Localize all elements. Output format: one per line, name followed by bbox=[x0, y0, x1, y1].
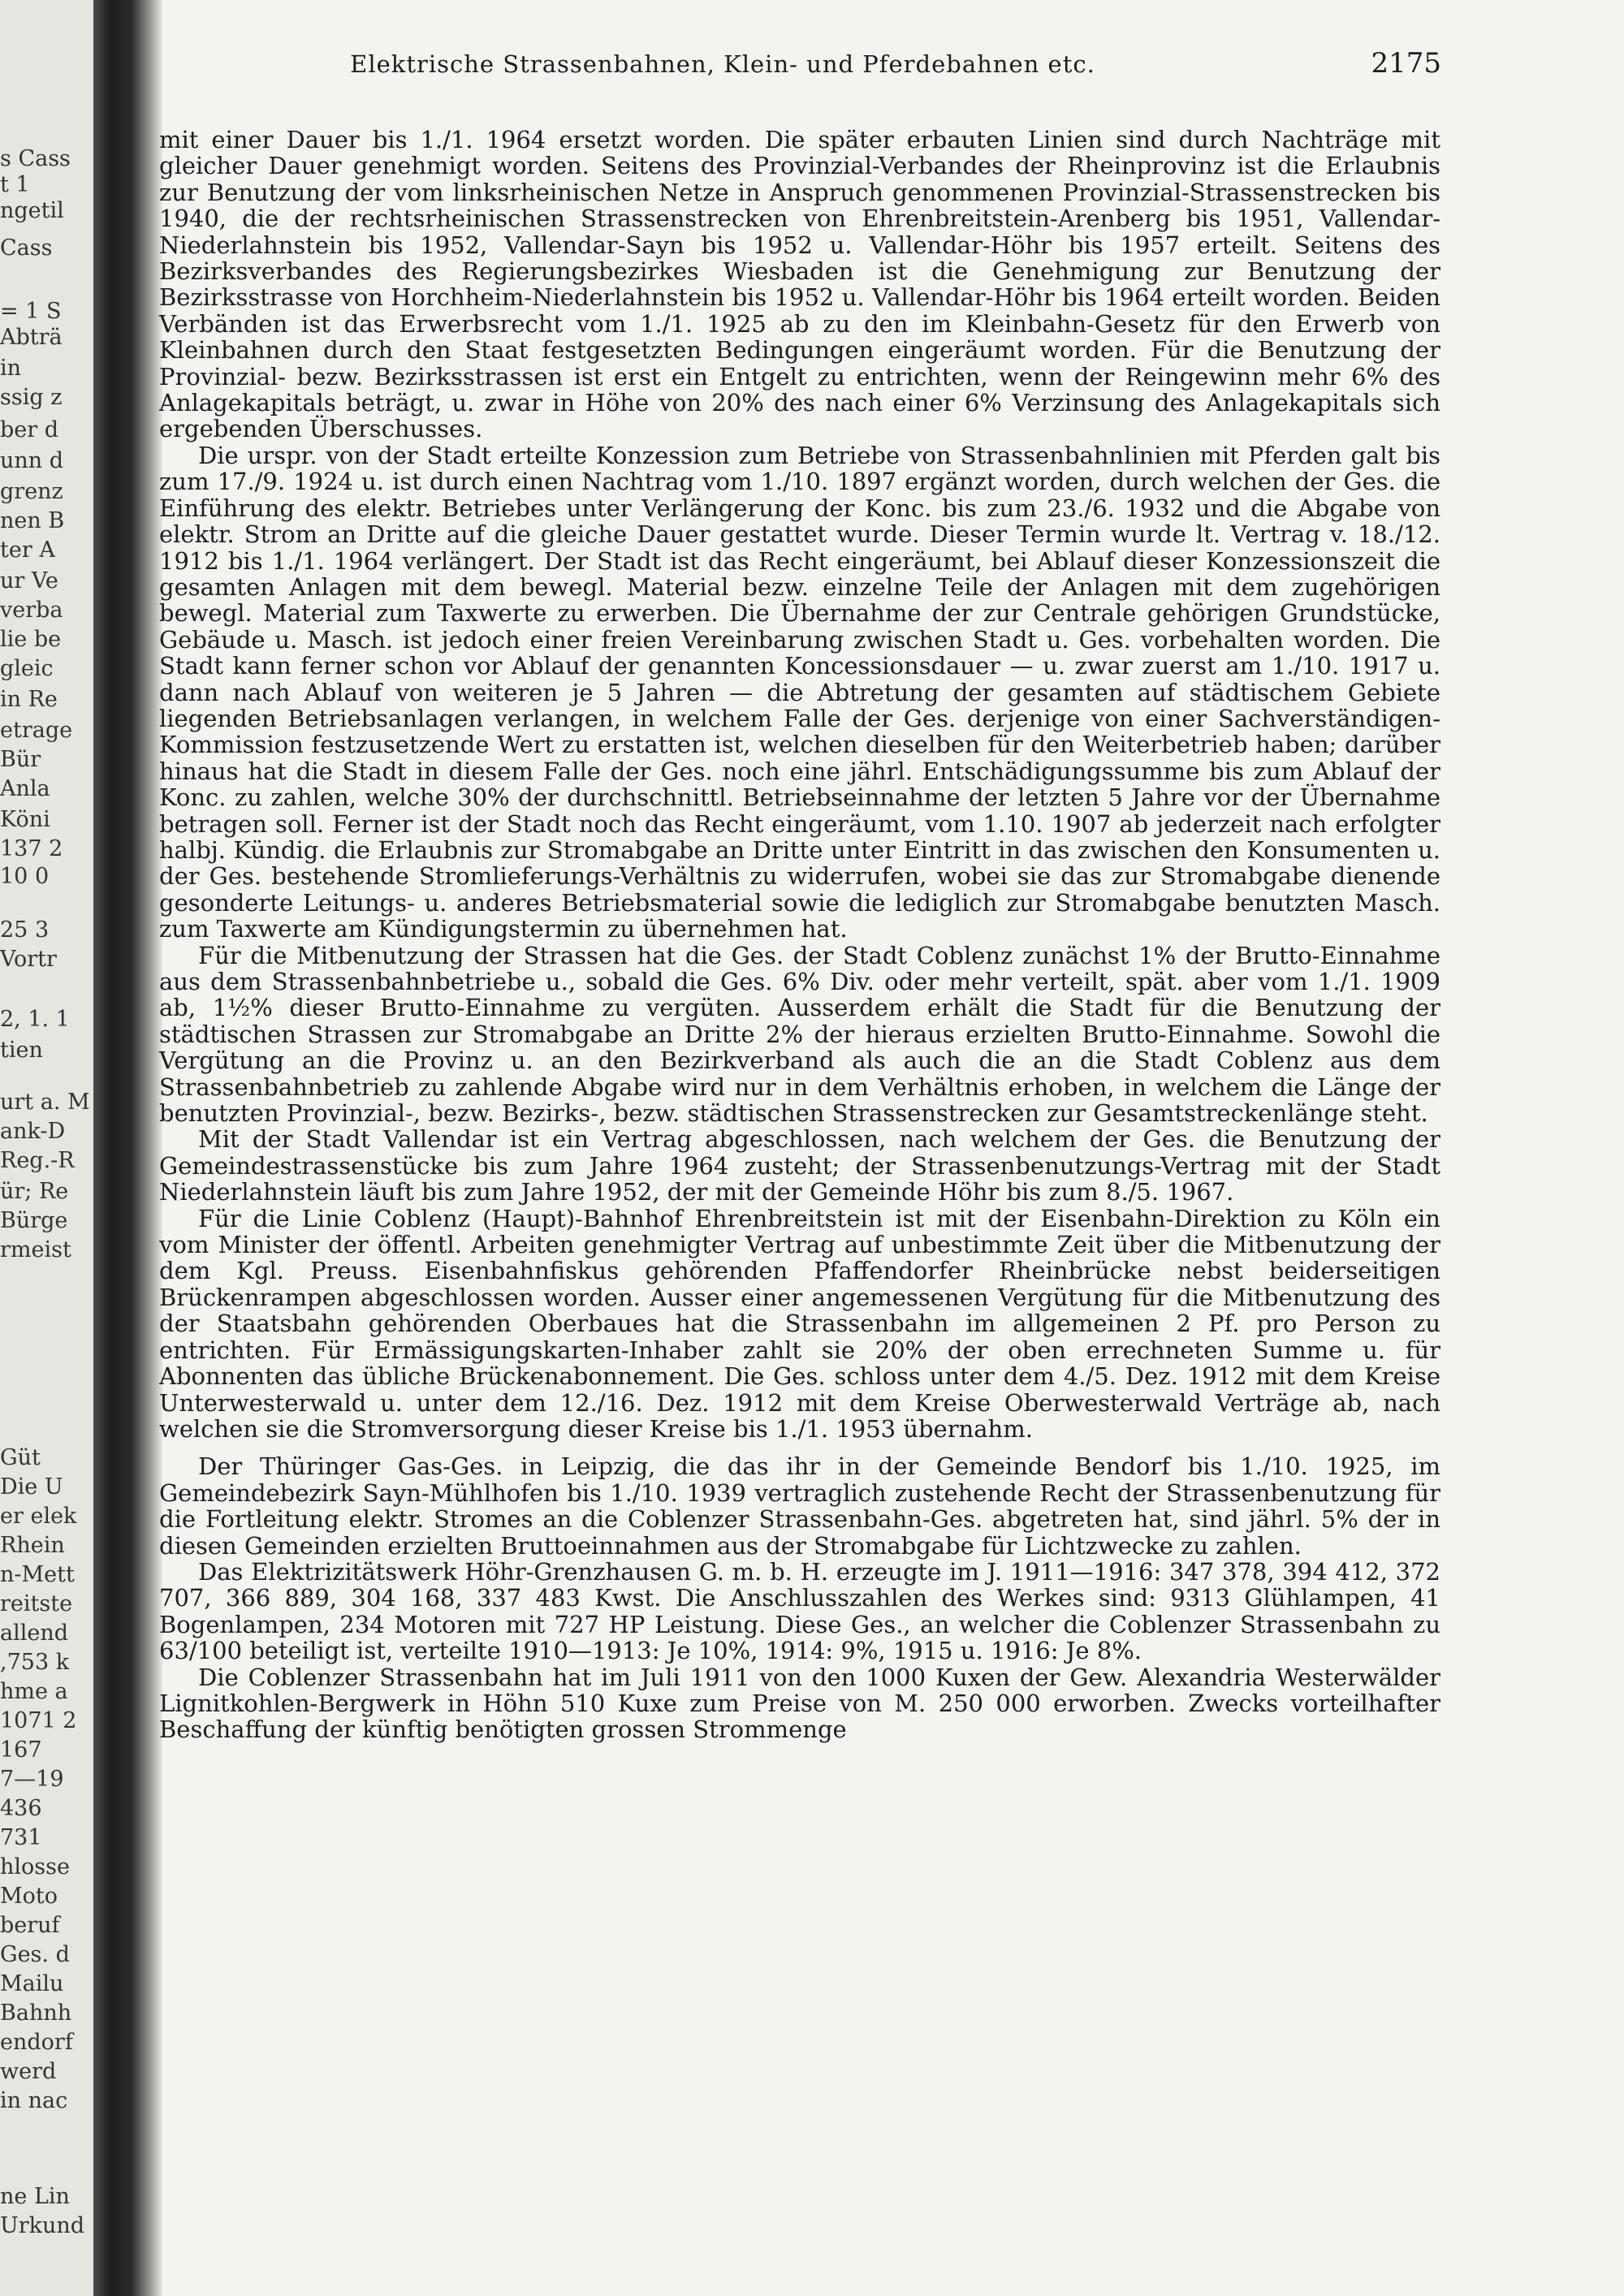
facing-page-fragment: = 1 S bbox=[0, 299, 62, 324]
paragraph-license-terms: mit einer Dauer bis 1./1. 1964 ersetzt worden. Die später erbauten Linien sind durch Nachträge mit gleicher Dauer genehmigt worden. Seitens des Provinzial-Verbandes der Rheinprovinz ist die Erlaubnis zur Benutzung der vom linksrheinischen Netze in Anspruch genommenen Provinzial-Strassenstrecken bis 1940, die der rechtsrheinischen Strassenstrecken von Ehrenbreitstein-Arenberg bis 1951, Vallendar-Niederlahnstein bis 1952, Vallendar-Sayn bis 1952 u. Vallendar-Höhr bis 1957 erteilt. Seitens des Bezirksverbandes des Regierungsbezirkes Wiesbaden ist die Genehmigung zur Benutzung der Bezirksstrasse von Horchheim-Niederlahnstein bis 1952 u. Vallendar-Höhr bis 1964 erteilt worden. Beiden Verbänden ist das Erwerbsrecht vom 1./1. 1925 ab zu den im Kleinbahn-Gesetz für den Erwerb von Kleinbahnen durch den Staat festgesetzten Bedingungen eingeräumt worden. Für die Benutzung der Provinzial- bezw. Bezirksstrassen ist erst ein Entgelt zu entrichten, wenn der Reingewinn mehr 6% des Anlagekapitals beträgt, u. zwar in Höhe von 20% des nach einer 6% Verzinsung des Anlagekapitals sich ergebenden Überschusses. bbox=[159, 126, 1440, 443]
facing-page-fragment: Cass bbox=[0, 235, 53, 261]
facing-page-fragment: endorf bbox=[0, 2030, 73, 2055]
facing-page-fragment: Bürge bbox=[0, 1208, 68, 1233]
facing-page-fragment: Güt bbox=[0, 1445, 41, 1470]
body-text bbox=[159, 127, 1440, 1743]
facing-page-fragment: in Re bbox=[0, 687, 58, 712]
facing-page-fragment: 10 0 bbox=[0, 864, 50, 889]
facing-page-fragment: ber d bbox=[0, 417, 59, 442]
facing-page-fragment: er elek bbox=[0, 1504, 77, 1529]
facing-page-fragment: Abträ bbox=[0, 325, 63, 350]
facing-page-fragment: Die U bbox=[0, 1474, 63, 1500]
facing-page-fragment: urt a. M bbox=[0, 1090, 90, 1115]
facing-page-fragment: 25 3 bbox=[0, 917, 50, 943]
facing-page-fragment: ür; Re bbox=[0, 1179, 69, 1204]
facing-page-fragment: in nac bbox=[0, 2088, 68, 2113]
facing-page-fragment: werd bbox=[0, 2059, 57, 2084]
facing-page-fragment: rmeist bbox=[0, 1237, 71, 1262]
facing-page-sliver bbox=[0, 0, 97, 2296]
facing-page-fragment: 167 bbox=[0, 1737, 42, 1763]
facing-page-fragment: Rhein bbox=[0, 1533, 65, 1558]
facing-page-fragment: hme a bbox=[0, 1679, 68, 1704]
book-gutter-shadow bbox=[93, 0, 162, 2296]
facing-page-fragment: Urkund bbox=[0, 2213, 85, 2238]
page-header bbox=[215, 47, 1441, 88]
facing-page-fragment: hlosse bbox=[0, 1854, 70, 1880]
facing-page-fragment: 7—19 bbox=[0, 1767, 64, 1792]
facing-page-fragment: lie be bbox=[0, 627, 62, 652]
facing-page-fragment: ur Ve bbox=[0, 568, 58, 593]
paragraph-street-use-fees: Für die Mitbenutzung der Strassen hat die Ges. der Stadt Coblenz zunächst 1% der Brutto-Einnahme aus dem Strassenbahnbetriebe u., sobald die Ges. 6% Div. oder mehr verteilt, spät. aber vom 1./1. 1909 ab, 1½% dieser Brutto-Einnahme zu vergüten. Ausserdem erhält die Stadt für die Benutzung der städtischen Strassen zur Stromabgabe an Dritte 2% der hieraus erzielten Brutto-Einnahme. Sowohl die Vergütung an die Provinz u. an den Bezirkverband als auch die an die Stadt Coblenz aus dem Strassenbahnbetrieb zu zahlende Abgabe wird nur in dem Verhältnis erhoben, in welchem die Länge der benutzten Provinzial-, bezw. Bezirks-, bezw. städtischen Strassenstrecken zur Gesamtstreckenlänge steht. bbox=[159, 941, 1440, 1128]
facing-page-fragment: Reg.-R bbox=[0, 1148, 75, 1173]
facing-page-fragment: 137 2 bbox=[0, 836, 63, 861]
paragraph-kuxe-purchase: Die Coblenzer Strassenbahn hat im Juli 1911 von den 1000 Kuxen der Gew. Alexandria Westerwälder Lignitkohlen-Bergwerk in Höhn 510 Kuxe zum Preise von M. 250 000 erworben. Zwecks vorteilhafter Beschaffung der künftig benötigten grossen Strommenge bbox=[159, 1663, 1440, 1744]
facing-page-fragment: Bür bbox=[0, 747, 41, 772]
running-head: Elektrische Strassenbahnen, Klein- und Pferdebahnen etc. bbox=[350, 50, 1095, 78]
facing-page-fragment: tien bbox=[0, 1038, 43, 1063]
facing-page-fragment: Moto bbox=[0, 1884, 58, 1909]
facing-page-fragment: ne Lin bbox=[0, 2184, 70, 2209]
paragraph-thueringer-gas: Der Thüringer Gas-Ges. in Leipzig, die das ihr in der Gemeinde Bendorf bis 1./10. 1925, im Gemeindebezirk Sayn-Mühlhofen bis 1./10. 1939 vertraglich zustehende Recht der Strassenbenutzung für die Fortleitung elektr. Stromes an die Coblenzer Strassenbahn-Ges. abgetreten hat, sind jährl. 5% der in diesen Gemeinden erzielten Bruttoeinnahmen aus der Stromabgabe für Lichtzwecke zu zahlen. bbox=[159, 1452, 1440, 1560]
facing-page-fragment: ngetil bbox=[0, 198, 64, 223]
facing-page-fragment: Köni bbox=[0, 807, 50, 832]
facing-page-fragment: ssig z bbox=[0, 385, 63, 410]
paragraph-railway-bridge: Für die Linie Coblenz (Haupt)-Bahnhof Ehrenbreitstein ist mit der Eisenbahn-Direktion zu Köln ein vom Minister der öffentl. Arbeiten genehmigter Vertrag auf unbestimmte Zeit über die Mitbenutzung der dem Kgl. Preuss. Eisenbahnfiskus gehörenden Pfaffendorfer Rheinbrücke nebst beiderseitigen Brückenrampen abgeschlossen worden. Ausser einer angemessenen Vergütung für die Mitbenutzung des der Staatsbahn gehörenden Oberbaues hat die Strassenbahn im allgemeinen 2 Pf. pro Person zu entrichten. Für Ermässigungskarten-Inhaber zahlt sie 20% der oben errechneten Summe u. für Abonnenten das übliche Brückenabonnement. Die Ges. schloss unter dem 4./5. Dez. 1912 mit dem Kreise Unterwesterwald u. unter dem 12./16. Dez. 1912 mit dem Kreise Oberwesterwald Verträge ab, nach welchen sie die Stromversorgung dieser Kreise bis 1./1. 1953 übernahm. bbox=[159, 1204, 1440, 1443]
page-number: 2175 bbox=[1371, 47, 1441, 80]
facing-page-fragment: 436 bbox=[0, 1796, 42, 1821]
facing-page-fragment: allend bbox=[0, 1621, 69, 1646]
facing-page-fragment: Anla bbox=[0, 776, 50, 801]
facing-page-fragment: nen B bbox=[0, 508, 65, 533]
paragraph-elektrizitaetswerk: Das Elektrizitätswerk Höhr-Grenzhausen G. m. b. H. erzeugte im J. 1911—1916: 347 378, 394 412, 372 707, 366 889, 304 168, 337 483 Kwst. Die Anschlusszahlen des Werkes sind: 9313 Glühlampen, 41 Bogenlampen, 234 Motoren mit 727 HP Leistung. Diese Ges., an welcher die Coblenzer Strassenbahn zu 63/100 beteiligt ist, verteilte 1910—1913: Je 10%, 1914: 9%, 1915 u. 1916: Je 8%. bbox=[159, 1557, 1440, 1665]
facing-page-fragment: n-Mett bbox=[0, 1562, 75, 1587]
facing-page-fragment: s Cass bbox=[0, 146, 71, 171]
facing-page-fragment: 2, 1. 1 bbox=[0, 1007, 70, 1032]
facing-page-fragment: Mailu bbox=[0, 1971, 64, 1996]
facing-page-fragment: etrage bbox=[0, 718, 73, 743]
facing-page-fragment: ank-D bbox=[0, 1119, 66, 1144]
paragraph-vallendar-contract: Mit der Stadt Vallendar ist ein Vertrag abgeschlossen, nach welchem der Ges. die Benutzung der Gemeindestrassenstücke bis zum Jahre 1964 zusteht; der Strassenbenutzungs-Vertrag mit der Stadt Niederlahnstein läuft bis zum Jahre 1952, der mit der Gemeinde Höhr bis zum 8./5. 1967. bbox=[159, 1125, 1440, 1206]
facing-page-fragment: beruf bbox=[0, 1913, 60, 1938]
facing-page-fragment: unn d bbox=[0, 448, 64, 473]
facing-page-fragment: t 1 bbox=[0, 172, 30, 197]
paragraph-city-concession: Die urspr. von der Stadt erteilte Konzession zum Betriebe von Strassenbahnlinien mit Pferden galt bis zum 17./9. 1924 u. ist durch einen Nachtrag vom 1./10. 1897 ergänzt worden, durch welchen der Ges. die Einführung des elektr. Betriebes unter Verlängerung der Konc. bis zum 23./6. 1932 und die Abgabe von elektr. Strom an Dritte auf die gleiche Dauer gestattet wurde. Dieser Termin wurde lt. Vertrag v. 18./12. 1912 bis 1./1. 1964 verlängert. Der Stadt ist das Recht eingeräumt, bei Ablauf dieser Konzessionszeit die gesamten Anlagen mit dem bewegl. Material bezw. einzelne Teile der Anlagen mit dem zugehörigen bewegl. Material zum Taxwerte zu erwerben. Die Übernahme der zur Centrale gehörigen Grundstücke, Gebäude u. Masch. ist jedoch einer freien Vereinbarung zwischen Stadt u. Ges. vorbehalten worden. Die Stadt kann ferner schon vor Ablauf der genannten Koncessionsdauer — u. zwar zuerst am 1./10. 1917 u. dann nach Ablauf von weiteren je 5 Jahren — die Abtretung der gesamten auf städtischem Gebiete liegenden Betriebsanlagen verlangen, in welchem Falle der Ges. derjenige von einer Sachverständigen-Kommission festzusetzende Wert zu erstatten ist, welchen dieselben für den Weiterbetrieb haben; darüber hinaus hat die Stadt in diesem Falle der Ges. noch eine jährl. Entschädigungssumme bis zum Ablauf der Konc. zu zahlen, welche 30% der durchschnittl. Betriebseinnahme der letzten 5 Jahre vor der Übernahme betragen soll. Ferner ist der Stadt noch das Recht eingeräumt, vom 1.10. 1907 ab jederzeit nach erfolgter halbj. Kündig. die Erlaubnis zur Stromabgabe an Dritte unter Eintritt in das zwischen den Konsumenten u. der Ges. bestehende Stromlieferungs-Verhältnis zu widerrufen, wobei sie das zur Stromabgabe dienende gesonderte Leitungs- u. anderes Betriebsmaterial sowie die lediglich zur Stromabgabe benutzten Masch. zum Taxwerte am Kündigungstermin zu übernehmen hat. bbox=[159, 441, 1440, 943]
facing-page-fragment: in bbox=[0, 356, 22, 381]
facing-page-fragment: grenz bbox=[0, 479, 63, 504]
facing-page-fragment: ter A bbox=[0, 537, 55, 563]
facing-page-fragment: reitste bbox=[0, 1591, 73, 1616]
facing-page-fragment: verba bbox=[0, 598, 63, 623]
facing-page-fragment: ,753 k bbox=[0, 1650, 70, 1675]
facing-page-fragment: 731 bbox=[0, 1825, 42, 1850]
facing-page-fragment: Ges. d bbox=[0, 1942, 70, 1967]
facing-page-fragment: Bahnh bbox=[0, 2000, 72, 2026]
facing-page-fragment: gleic bbox=[0, 656, 54, 681]
facing-page-fragment: Vortr bbox=[0, 947, 57, 972]
facing-page-fragment: 1071 2 bbox=[0, 1708, 77, 1733]
